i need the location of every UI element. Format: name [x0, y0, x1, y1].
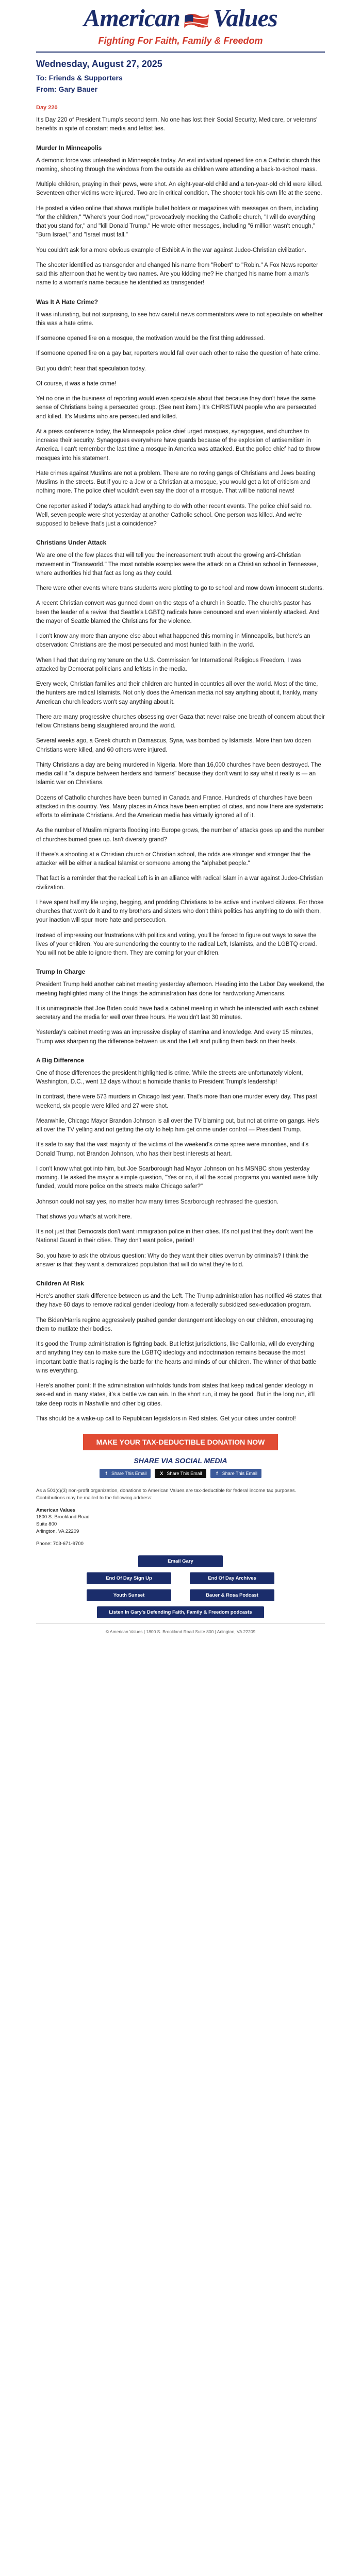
section-paragraph: Here's another stark difference between us and the Left. The Trump administration has notified 46 states that they have 60 days to remove radical gender ideology from a federally subsidized sex-education program. — [36, 1293, 322, 1309]
share-facebook-label: Share This Email — [111, 1471, 147, 1476]
section-heading: Children At Risk — [36, 1280, 84, 1287]
section-heading: Trump In Charge — [36, 968, 86, 976]
article-sections — [36, 144, 325, 1424]
footer-buttons — [36, 1555, 325, 1618]
section-paragraph: In contrast, there were 573 murders in Chicago last year. That's more than one murder every day. This past weekend, six people were killed and 27 were shot. — [36, 1094, 317, 1109]
article-section — [36, 968, 325, 1046]
mailing-address — [36, 1507, 325, 1535]
section-paragraph: But you didn't hear that speculation today. — [36, 365, 146, 372]
logo[interactable] — [84, 4, 277, 32]
tax-disclaimer: As a 501(c)(3) non-profit organization, donations to American Values are tax-deductible for federal income tax purposes. Contributions may be mailed to the following address: — [36, 1488, 297, 1501]
section-paragraph: I don't know what got into him, but Joe Scarborough had Mayor Johnson on his MSNBC show yesterday morning. He asked the mayor a simple question, "Yes or no, if all the social programs you wanted were fully funded, would more police on the streets make Chicago safer?" — [36, 1165, 318, 1190]
footer-button-row-2 — [36, 1572, 325, 1584]
facebook-icon: f — [105, 1471, 107, 1476]
footer-button-row-1 — [36, 1555, 325, 1567]
bottom-bar: © American Values | 1800 S. Brookland Road Suite 800 | Arlington, VA 22209 — [36, 1623, 325, 1641]
share-title: SHARE VIA SOCIAL MEDIA — [134, 1456, 227, 1465]
section-paragraph: At a press conference today, the Minneapolis police chief urged mosques, synagogues, and churches to increase their security. Synagogues everywhere have guards because of the explosion of antisemitism in America. I can't remember the last time a mosque in America was attacked. But the police chief had to throw mosques into his statement. — [36, 428, 320, 462]
section-paragraph: The shooter identified as transgender and changed his name from "Robert" to "Robin." A Fox News reporter said this afternoon that he went by two names. Are you kidding me? He changed his name from a man's name to a woman's name because he identified as transgender! — [36, 262, 318, 286]
header — [36, 0, 325, 35]
section-heading: Murder In Minneapolis — [36, 144, 102, 151]
x-icon: X — [160, 1471, 163, 1476]
section-paragraph: As the number of Muslim migrants flooding into Europe grows, the number of attacks goes up and the number of churches burned goes up. Isn't diversity grand? — [36, 827, 324, 843]
section-paragraph: President Trump held another cabinet meeting yesterday afternoon. Heading into the Labor Day weekend, the meeting highlighted many of the things the administration has done for hardworking Americans. — [36, 981, 324, 997]
section-paragraph: It was infuriating, but not surprising, to see how careful news commentators were to not speculate on whether this was a hate crime. — [36, 311, 323, 327]
section-paragraph: If someone opened fire on a mosque, the motivation would be the first thing addressed. — [36, 335, 265, 342]
section-paragraph: Thirty Christians a day are being murdered in Nigeria. More than 16,000 churches have been destroyed. The media call it "a dispute between herders and farmers" because they don't want to say what it really is — an Islamic war on Christians. — [36, 761, 321, 786]
article-section — [36, 539, 325, 958]
email-container — [36, 0, 325, 1641]
from-line: From: Gary Bauer — [36, 85, 98, 93]
logo-text-right: Values — [212, 5, 277, 32]
section-paragraph: Instead of impressing our frustrations with politics and voting, you'll be forced to figure out ways to save the lives of your children. You are surrendering the country to the radical Left, Islamists, and the LGBTQ crowd. You will not be able to ignore them. They are coming for your children. — [36, 932, 317, 956]
share-row — [36, 1469, 325, 1478]
flag-icon — [183, 9, 210, 28]
section-heading: Was It A Hate Crime? — [36, 298, 99, 306]
section-paragraph: There were other events where trans students were plotting to go to school and mow down innocent students. — [36, 585, 324, 591]
phone: Phone: 703-671-9700 — [36, 1540, 84, 1547]
section-paragraph: Here's another point: If the administration withholds funds from states that keep radical gender ideology in sex-ed and in many states, it's a battle we can win. In the short run, it may be good. But in the long run, it'll take deep roots in Nashville and other big cities. — [36, 1383, 315, 1407]
section-paragraph: We are one of the few places that will tell you the increasement truth about the growing anti-Christian movement in "Transworld." The most notable examples were the attack on a Christian school in Tennessee, where authorities hid that fact as long as they could. — [36, 552, 318, 577]
article-section — [36, 1057, 325, 1269]
article-section — [36, 298, 325, 529]
section-paragraph: Hate crimes against Muslims are not a problem. There are no roving gangs of Christians and Jews beating Muslims in the streets. But if you're a Jew or a Christian at a mosque, you would get a lot of criticism and nothing more. The police chief wouldn't even say the door of a mosque. That will be national news! — [36, 470, 316, 495]
section-paragraph: This should be a wake-up call to Republican legislators in Red states. Get your cities under control! — [36, 1415, 296, 1422]
cta-wrap — [36, 1434, 325, 1450]
section-paragraph: A demonic force was unleashed in Minneapolis today. An evil individual opened fire on a Catholic church this morning, shooting through the windows from the outside as children were attending a back-to-school mass. — [36, 157, 320, 173]
section-paragraph: That fact is a reminder that the radical Left is in an alliance with radical Islam in a war against Judeo-Christian civilization. — [36, 875, 323, 891]
address-line-1: 1800 S. Brookland Road — [36, 1514, 90, 1520]
section-paragraph: One of those differences the president highlighted is crime. While the streets are unfortunately violent, Washington, D.C., went 12 days without a homicide thanks to President Trump's leadership! — [36, 1070, 303, 1085]
donate-button[interactable]: MAKE YOUR TAX-DEDUCTIBLE DONATION NOW — [83, 1434, 278, 1450]
section-paragraph: It's good the Trump administration is fighting back. But leftist jurisdictions, like California, will do everything and anything they can to make sure the LGBTQ ideology and indoctrination remains because the most important battle that is raging is the battle for the hearts and minds of our children. The winner of that battle wins everything. — [36, 1341, 317, 1374]
address-line-2: Suite 800 — [36, 1521, 57, 1528]
section-paragraph: If there's a shooting at a Christian church or Christian school, the odds are stronger and stronger that the attacker will be either a radical Islamist or someone among the "alphabet people." — [36, 851, 311, 867]
share-facebook-secondary-label: Share This Email — [222, 1471, 258, 1476]
section-heading: Christians Under Attack — [36, 539, 107, 547]
section-paragraph: He posted a video online that shows multiple bullet holders or magazines with messages on them, including "for the children," "Where's your God now," provocatively mocking the Catholic church, "I will do everything that you stand for," and "kill Donald Trump." He wrote other messages, including "6 million wasn't enough," "Burn Israel," and "Israel must fall." — [36, 205, 319, 239]
youth-sunset-button[interactable]: Youth Sunset — [87, 1589, 171, 1601]
facebook-icon: f — [216, 1471, 218, 1476]
listen-podcasts-button[interactable]: Listen In Gary's Defending Faith, Family & Freedom podcasts — [97, 1606, 264, 1618]
footer-button-row-3 — [36, 1589, 325, 1601]
email-gary-button[interactable]: Email Gary — [138, 1555, 223, 1567]
tagline: Fighting For Faith, Family & Freedom — [98, 36, 263, 46]
section-paragraph: Several weeks ago, a Greek church in Damascus, Syria, was bombed by Islamists. More than two dozen Christians were killed, and 60 others were injured. — [36, 738, 311, 753]
section-paragraph: A recent Christian convert was gunned down on the steps of a church in Seattle. The church's pastor has been the leader of a revival that Seattle's LGBTQ radicals have denounced and even violently attacked. And the mayor of Seattle blamed the Christians for the violence. — [36, 600, 320, 624]
email-date: Wednesday, August 27, 2025 — [36, 59, 162, 69]
share-x-label: Share This Email — [167, 1471, 202, 1476]
intro-paragraph: It's Day 220 of President Trump's second term. No one has lost their Social Security, Medicare, or veterans' benefits in spite of constant media and leftist lies. — [36, 117, 318, 132]
section-paragraph: Yesterday's cabinet meeting was an impressive display of stamina and knowledge. And every 15 minutes, Trump was sharpening the difference between us and the Left and pulling them back on their heels. — [36, 1029, 313, 1045]
header-divider — [36, 52, 325, 53]
article-section — [36, 144, 325, 288]
share-x-button[interactable] — [155, 1469, 206, 1478]
section-paragraph: One reporter asked if today's attack had anything to do with other recent events. The police chief said no. Well, seven people were shot yesterday at another Catholic school. One person was killed. And we're supposed to believe that's just a coincidence? — [36, 503, 312, 527]
section-paragraph: You couldn't ask for a more obvious example of Exhibit A in the war against Judeo-Christian civilization. — [36, 247, 307, 253]
section-heading: A Big Difference — [36, 1056, 84, 1064]
share-facebook-button[interactable] — [100, 1469, 151, 1478]
intro — [36, 116, 325, 134]
to-line: To: Friends & Supporters — [36, 74, 123, 82]
section-paragraph: If someone opened fire on a gay bar, reporters would fall over each other to raise the question of hate crime. — [36, 350, 320, 357]
end-of-day-archives-button[interactable]: End Of Day Archives — [190, 1572, 274, 1584]
section-paragraph: Johnson could not say yes, no matter how many times Scarborough rephrased the question. — [36, 1198, 278, 1205]
section-paragraph: Of course, it was a hate crime! — [36, 380, 117, 387]
end-of-day-sign-up-button[interactable]: End Of Day Sign Up — [87, 1572, 171, 1584]
section-paragraph: There are many progressive churches obsessing over Gaza that never raise one breath of concern about their fellow Christians being slaughtered around the world. — [36, 714, 325, 729]
address-city: Arlington, VA 22209 — [36, 1528, 79, 1534]
section-paragraph: The Biden/Harris regime aggressively pushed gender derangement ideology on our children, encouraging them to mutilate their bodies. — [36, 1317, 314, 1332]
org-name: American Values — [36, 1507, 76, 1513]
section-paragraph: Yet no one in the business of reporting would even speculate about that because they don't have the same sense of Christians being a persecuted group. (See next item.) It's CHRISTIAN people who are persecuted and killed. It's Muslims who are persecuted and killed. — [36, 396, 317, 420]
section-paragraph: I have spent half my life urging, begging, and prodding Christians to be active and involved citizens. For those churches that won't do it and to my brothers and sisters who don't think politics has anything to do with them, your inaction will spur more hate and persecution. — [36, 899, 324, 924]
section-paragraph: When I had that during my tenure on the U.S. Commission for International Religious Freedom, I was attacked by Democrat politicians and leftists in the media. — [36, 657, 301, 672]
podcast-button[interactable]: Bauer & Rosa Podcast — [190, 1589, 274, 1601]
footer-button-row-4 — [36, 1606, 325, 1618]
section-paragraph: Meanwhile, Chicago Mayor Brandon Johnson is all over the TV blaming out, but not at crime on gangs. He's all over the TV yelling and not getting the city to help him get crime under control — President Trump. — [36, 1117, 319, 1133]
share-facebook-secondary-button[interactable] — [210, 1469, 261, 1478]
section-paragraph: Multiple children, praying in their pews, were shot. An eight-year-old child and a ten-year-old child were killed. Seventeen other victims were injured. Two are in critical condition. The shooter took his own life at the scene. — [36, 181, 323, 197]
section-paragraph: I don't know any more than anyone else about what happened this morning in Minneapolis, but here's an observation: Christians are the most persecuted and most hunted faith in the world. — [36, 633, 310, 649]
day-label: Day 220 — [36, 105, 58, 111]
section-paragraph: Every week, Christian families and their children are hunted in countries all over the world. Most of the time, the hunters are radical Islamists. Not only does the American media not say anything about it, frankly, many American church leaders won't say anything about it. — [36, 681, 318, 705]
article-section — [36, 1280, 325, 1423]
section-paragraph: Dozens of Catholic churches have been burned in Canada and France. Hundreds of churches have been attacked in this country. Yes. Many places in Africa have been emptied of cities, and now there are systematic efforts to eliminate Christians. And the American media has virtually ignored all of it. — [36, 794, 323, 819]
section-paragraph: It's not just that Democrats don't want immigration police in their cities. It's not just that they don't want the National Guard in their cities. They don't want police, period! — [36, 1229, 313, 1244]
section-paragraph: So, you have to ask the obvious question: Why do they want their cities overrun by criminals? I think the answer is that they want a demoralized population that will do what they're told. — [36, 1252, 308, 1268]
section-paragraph: It is unimaginable that Joe Biden could have had a cabinet meeting in which he interacted with each cabinet secretary and the media for well over three hours. He wouldn't last 30 minutes. — [36, 1005, 319, 1021]
section-paragraph: That shows you what's at work here. — [36, 1213, 132, 1220]
section-paragraph: It's safe to say that the vast majority of the victims of the weekend's crime spree were minorities, and it's Donald Trump, not Brandon Johnson, who has their best interests at heart. — [36, 1142, 309, 1157]
logo-text-left: American — [84, 5, 180, 32]
